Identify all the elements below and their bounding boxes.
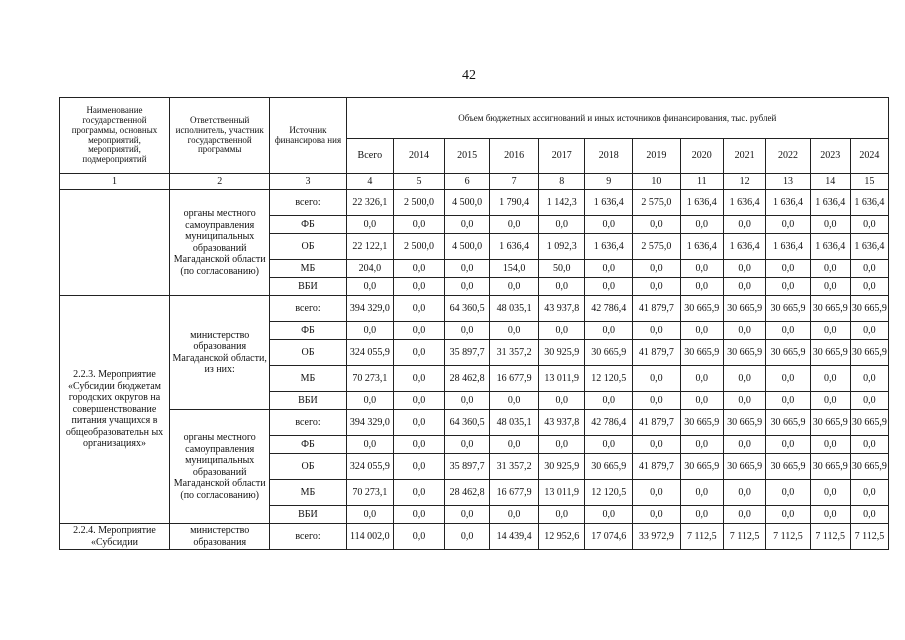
row-value: 0,0 bbox=[680, 260, 723, 278]
row-value: 0,0 bbox=[633, 366, 681, 392]
row-value: 30 665,9 bbox=[810, 296, 850, 322]
row-value: 30 665,9 bbox=[850, 454, 888, 480]
column-number: 15 bbox=[850, 174, 888, 190]
row-total: 0,0 bbox=[346, 392, 394, 410]
row-value: 0,0 bbox=[680, 506, 723, 524]
row-value: 0,0 bbox=[633, 216, 681, 234]
row-value: 0,0 bbox=[394, 278, 445, 296]
row-value: 35 897,7 bbox=[444, 454, 489, 480]
row-total: 204,0 bbox=[346, 260, 394, 278]
header-year-2021: 2021 bbox=[723, 139, 765, 174]
row-value: 0,0 bbox=[444, 524, 489, 550]
row-source: всего: bbox=[270, 524, 346, 550]
header-year-2023: 2023 bbox=[810, 139, 850, 174]
row-total: 324 055,9 bbox=[346, 340, 394, 366]
row-value: 0,0 bbox=[810, 366, 850, 392]
executor-municipal: органы местного самоуправления муниципальных образований Магаданской области (по согласованию) bbox=[169, 190, 269, 296]
program-name-cell-empty bbox=[60, 190, 170, 296]
row-value: 7 112,5 bbox=[723, 524, 765, 550]
row-value: 154,0 bbox=[490, 260, 539, 278]
row-value: 0,0 bbox=[723, 260, 765, 278]
row-value: 0,0 bbox=[538, 436, 585, 454]
header-year-2014: 2014 bbox=[394, 139, 445, 174]
row-value: 0,0 bbox=[444, 322, 489, 340]
row-value: 4 500,0 bbox=[444, 234, 489, 260]
column-number: 10 bbox=[633, 174, 681, 190]
header-program-name: Наименование государственной программы, основных мероприятий, мероприятий, подмероприятий bbox=[60, 98, 170, 174]
row-value: 0,0 bbox=[810, 436, 850, 454]
row-value: 0,0 bbox=[394, 524, 445, 550]
row-value: 50,0 bbox=[538, 260, 585, 278]
row-total: 70 273,1 bbox=[346, 366, 394, 392]
row-value: 2 575,0 bbox=[633, 190, 681, 216]
row-value: 0,0 bbox=[490, 392, 539, 410]
row-value: 0,0 bbox=[766, 322, 810, 340]
row-total: 0,0 bbox=[346, 506, 394, 524]
column-number: 6 bbox=[444, 174, 489, 190]
row-value: 31 357,2 bbox=[490, 454, 539, 480]
row-value: 0,0 bbox=[633, 480, 681, 506]
row-value: 7 112,5 bbox=[766, 524, 810, 550]
header-year-2019: 2019 bbox=[633, 139, 681, 174]
row-value: 30 665,9 bbox=[723, 296, 765, 322]
row-value: 0,0 bbox=[680, 480, 723, 506]
row-value: 0,0 bbox=[585, 278, 633, 296]
row-value: 43 937,8 bbox=[538, 296, 585, 322]
row-value: 30 665,9 bbox=[810, 454, 850, 480]
row-value: 1 636,4 bbox=[810, 234, 850, 260]
header-executor: Ответственный исполнитель, участник государственной программы bbox=[169, 98, 269, 174]
executor-ministry: министерство образования Магаданской области, из них: bbox=[169, 296, 269, 410]
row-value: 30 665,9 bbox=[723, 410, 765, 436]
row-value: 0,0 bbox=[394, 506, 445, 524]
row-value: 30 665,9 bbox=[766, 340, 810, 366]
row-value: 1 142,3 bbox=[538, 190, 585, 216]
row-value: 12 952,6 bbox=[538, 524, 585, 550]
row-value: 64 360,5 bbox=[444, 296, 489, 322]
row-value: 1 636,4 bbox=[490, 234, 539, 260]
row-value: 1 636,4 bbox=[723, 234, 765, 260]
row-value: 4 500,0 bbox=[444, 190, 489, 216]
row-value: 30 665,9 bbox=[850, 296, 888, 322]
row-value: 1 636,4 bbox=[850, 234, 888, 260]
row-value: 0,0 bbox=[850, 322, 888, 340]
row-value: 0,0 bbox=[723, 366, 765, 392]
row-value: 7 112,5 bbox=[680, 524, 723, 550]
row-value: 1 636,4 bbox=[810, 190, 850, 216]
header-year-2015: 2015 bbox=[444, 139, 489, 174]
header-year-2022: 2022 bbox=[766, 139, 810, 174]
column-number: 12 bbox=[723, 174, 765, 190]
row-value: 0,0 bbox=[490, 436, 539, 454]
row-value: 0,0 bbox=[394, 454, 445, 480]
financing-table bbox=[59, 97, 889, 550]
row-value: 1 092,3 bbox=[538, 234, 585, 260]
row-value: 0,0 bbox=[538, 322, 585, 340]
row-value: 28 462,8 bbox=[444, 480, 489, 506]
executor-municipal: органы местного самоуправления муниципальных образований Магаданской области (по согласованию) bbox=[169, 410, 269, 524]
row-value: 0,0 bbox=[850, 480, 888, 506]
row-source: ОБ bbox=[270, 454, 346, 480]
row-source: ФБ bbox=[270, 216, 346, 234]
row-value: 0,0 bbox=[766, 480, 810, 506]
row-total: 114 002,0 bbox=[346, 524, 394, 550]
row-source: всего: bbox=[270, 296, 346, 322]
row-value: 0,0 bbox=[850, 260, 888, 278]
row-value: 0,0 bbox=[810, 260, 850, 278]
header-year-2016: 2016 bbox=[490, 139, 539, 174]
row-value: 0,0 bbox=[633, 260, 681, 278]
row-value: 0,0 bbox=[394, 322, 445, 340]
row-value: 41 879,7 bbox=[633, 340, 681, 366]
row-value: 0,0 bbox=[766, 216, 810, 234]
column-number: 2 bbox=[169, 174, 269, 190]
row-value: 28 462,8 bbox=[444, 366, 489, 392]
row-value: 0,0 bbox=[585, 436, 633, 454]
column-number: 7 bbox=[490, 174, 539, 190]
row-value: 0,0 bbox=[444, 392, 489, 410]
row-value: 0,0 bbox=[444, 260, 489, 278]
row-value: 0,0 bbox=[585, 260, 633, 278]
row-value: 0,0 bbox=[766, 436, 810, 454]
row-value: 0,0 bbox=[394, 216, 445, 234]
row-value: 0,0 bbox=[633, 506, 681, 524]
column-number: 11 bbox=[680, 174, 723, 190]
row-source: всего: bbox=[270, 410, 346, 436]
row-value: 2 500,0 bbox=[394, 190, 445, 216]
row-value: 1 636,4 bbox=[680, 190, 723, 216]
row-value: 0,0 bbox=[850, 366, 888, 392]
row-value: 42 786,4 bbox=[585, 296, 633, 322]
row-value: 0,0 bbox=[585, 322, 633, 340]
row-value: 0,0 bbox=[680, 392, 723, 410]
row-total: 0,0 bbox=[346, 322, 394, 340]
header-total: Всего bbox=[346, 139, 394, 174]
row-value: 0,0 bbox=[394, 296, 445, 322]
row-value: 0,0 bbox=[766, 366, 810, 392]
row-value: 30 665,9 bbox=[585, 340, 633, 366]
row-source: МБ bbox=[270, 260, 346, 278]
header-year-2018: 2018 bbox=[585, 139, 633, 174]
row-value: 30 665,9 bbox=[850, 340, 888, 366]
row-value: 30 925,9 bbox=[538, 454, 585, 480]
page-number: 42 bbox=[462, 68, 476, 83]
row-value: 0,0 bbox=[766, 506, 810, 524]
row-value: 0,0 bbox=[680, 216, 723, 234]
row-total: 324 055,9 bbox=[346, 454, 394, 480]
row-value: 0,0 bbox=[680, 436, 723, 454]
row-source: МБ bbox=[270, 366, 346, 392]
row-value: 0,0 bbox=[394, 260, 445, 278]
row-value: 0,0 bbox=[538, 278, 585, 296]
table-row bbox=[60, 190, 889, 216]
row-source: ОБ bbox=[270, 340, 346, 366]
row-value: 42 786,4 bbox=[585, 410, 633, 436]
row-value: 0,0 bbox=[444, 278, 489, 296]
measure-name: 2.2.3. Мероприятие «Субсидии бюджетам городских округов на совершенствование питания учащихся в общеобразовательн ых организациях» bbox=[60, 296, 170, 524]
row-source: ВБИ bbox=[270, 392, 346, 410]
column-number: 3 bbox=[270, 174, 346, 190]
executor-ministry: министерство образования bbox=[169, 524, 269, 550]
header-year-2024: 2024 bbox=[850, 139, 888, 174]
row-total: 394 329,0 bbox=[346, 296, 394, 322]
column-number: 13 bbox=[766, 174, 810, 190]
row-value: 1 636,4 bbox=[766, 234, 810, 260]
row-value: 0,0 bbox=[850, 216, 888, 234]
row-value: 0,0 bbox=[490, 216, 539, 234]
row-value: 31 357,2 bbox=[490, 340, 539, 366]
row-value: 30 665,9 bbox=[810, 410, 850, 436]
row-value: 30 665,9 bbox=[723, 340, 765, 366]
row-value: 30 665,9 bbox=[585, 454, 633, 480]
row-value: 0,0 bbox=[810, 322, 850, 340]
row-value: 30 665,9 bbox=[680, 410, 723, 436]
row-value: 33 972,9 bbox=[633, 524, 681, 550]
row-value: 2 575,0 bbox=[633, 234, 681, 260]
row-value: 30 665,9 bbox=[810, 340, 850, 366]
row-value: 1 636,4 bbox=[585, 234, 633, 260]
row-value: 0,0 bbox=[394, 436, 445, 454]
row-value: 0,0 bbox=[810, 278, 850, 296]
row-value: 0,0 bbox=[766, 260, 810, 278]
row-total: 70 273,1 bbox=[346, 480, 394, 506]
row-value: 30 665,9 bbox=[850, 410, 888, 436]
row-value: 0,0 bbox=[394, 480, 445, 506]
row-value: 30 665,9 bbox=[680, 296, 723, 322]
measure-name: 2.2.4. Мероприятие «Субсидии bbox=[60, 524, 170, 550]
row-value: 1 636,4 bbox=[850, 190, 888, 216]
column-number: 8 bbox=[538, 174, 585, 190]
row-value: 0,0 bbox=[723, 506, 765, 524]
row-value: 0,0 bbox=[850, 506, 888, 524]
row-value: 30 665,9 bbox=[766, 454, 810, 480]
header-year-2020: 2020 bbox=[680, 139, 723, 174]
row-value: 1 636,4 bbox=[766, 190, 810, 216]
row-value: 17 074,6 bbox=[585, 524, 633, 550]
row-value: 0,0 bbox=[585, 506, 633, 524]
row-value: 0,0 bbox=[538, 506, 585, 524]
row-value: 0,0 bbox=[633, 278, 681, 296]
row-value: 1 636,4 bbox=[723, 190, 765, 216]
row-value: 48 035,1 bbox=[490, 410, 539, 436]
row-source: ВБИ bbox=[270, 506, 346, 524]
table-row bbox=[60, 524, 889, 550]
row-value: 1 790,4 bbox=[490, 190, 539, 216]
row-value: 0,0 bbox=[490, 278, 539, 296]
row-value: 13 011,9 bbox=[538, 366, 585, 392]
row-total: 0,0 bbox=[346, 278, 394, 296]
row-source: ОБ bbox=[270, 234, 346, 260]
row-value: 16 677,9 bbox=[490, 366, 539, 392]
column-number: 1 bbox=[60, 174, 170, 190]
row-value: 12 120,5 bbox=[585, 480, 633, 506]
row-value: 0,0 bbox=[538, 216, 585, 234]
row-source: ВБИ bbox=[270, 278, 346, 296]
row-value: 0,0 bbox=[766, 392, 810, 410]
row-value: 0,0 bbox=[490, 506, 539, 524]
row-value: 0,0 bbox=[394, 410, 445, 436]
column-number: 4 bbox=[346, 174, 394, 190]
row-value: 30 665,9 bbox=[766, 296, 810, 322]
table-row bbox=[60, 410, 889, 436]
row-value: 0,0 bbox=[850, 436, 888, 454]
row-value: 48 035,1 bbox=[490, 296, 539, 322]
row-value: 0,0 bbox=[633, 392, 681, 410]
row-total: 394 329,0 bbox=[346, 410, 394, 436]
row-value: 0,0 bbox=[633, 436, 681, 454]
row-value: 0,0 bbox=[680, 366, 723, 392]
row-value: 0,0 bbox=[633, 322, 681, 340]
header-year-2017: 2017 bbox=[538, 139, 585, 174]
row-value: 0,0 bbox=[538, 392, 585, 410]
row-value: 2 500,0 bbox=[394, 234, 445, 260]
row-value: 0,0 bbox=[810, 506, 850, 524]
row-value: 0,0 bbox=[394, 340, 445, 366]
row-value: 64 360,5 bbox=[444, 410, 489, 436]
row-value: 0,0 bbox=[723, 480, 765, 506]
row-value: 0,0 bbox=[723, 436, 765, 454]
row-total: 22 122,1 bbox=[346, 234, 394, 260]
row-source: ФБ bbox=[270, 436, 346, 454]
row-value: 0,0 bbox=[723, 322, 765, 340]
row-source: МБ bbox=[270, 480, 346, 506]
row-value: 35 897,7 bbox=[444, 340, 489, 366]
row-value: 0,0 bbox=[444, 436, 489, 454]
column-number: 5 bbox=[394, 174, 445, 190]
row-value: 41 879,7 bbox=[633, 454, 681, 480]
row-value: 14 439,4 bbox=[490, 524, 539, 550]
row-value: 0,0 bbox=[723, 392, 765, 410]
row-value: 0,0 bbox=[585, 392, 633, 410]
row-value: 30 925,9 bbox=[538, 340, 585, 366]
row-source: всего: bbox=[270, 190, 346, 216]
row-value: 0,0 bbox=[585, 216, 633, 234]
row-value: 12 120,5 bbox=[585, 366, 633, 392]
row-value: 0,0 bbox=[490, 322, 539, 340]
header-budget-span: Объем бюджетных ассигнований и иных источников финансирования, тыс. рублей bbox=[346, 98, 888, 139]
row-value: 0,0 bbox=[394, 366, 445, 392]
row-value: 0,0 bbox=[680, 322, 723, 340]
row-value: 0,0 bbox=[680, 278, 723, 296]
row-value: 0,0 bbox=[723, 216, 765, 234]
row-value: 1 636,4 bbox=[680, 234, 723, 260]
row-value: 0,0 bbox=[810, 392, 850, 410]
row-source: ФБ bbox=[270, 322, 346, 340]
row-value: 41 879,7 bbox=[633, 410, 681, 436]
row-value: 43 937,8 bbox=[538, 410, 585, 436]
row-value: 0,0 bbox=[444, 506, 489, 524]
row-value: 30 665,9 bbox=[680, 340, 723, 366]
row-value: 7 112,5 bbox=[810, 524, 850, 550]
row-value: 1 636,4 bbox=[585, 190, 633, 216]
row-value: 13 011,9 bbox=[538, 480, 585, 506]
row-value: 0,0 bbox=[444, 216, 489, 234]
row-total: 22 326,1 bbox=[346, 190, 394, 216]
column-number: 9 bbox=[585, 174, 633, 190]
row-value: 30 665,9 bbox=[723, 454, 765, 480]
row-value: 30 665,9 bbox=[766, 410, 810, 436]
row-value: 0,0 bbox=[766, 278, 810, 296]
row-value: 0,0 bbox=[394, 392, 445, 410]
row-value: 0,0 bbox=[723, 278, 765, 296]
row-value: 16 677,9 bbox=[490, 480, 539, 506]
table-row bbox=[60, 296, 889, 322]
row-total: 0,0 bbox=[346, 216, 394, 234]
row-value: 0,0 bbox=[850, 278, 888, 296]
column-number: 14 bbox=[810, 174, 850, 190]
row-value: 0,0 bbox=[810, 216, 850, 234]
row-value: 7 112,5 bbox=[850, 524, 888, 550]
row-total: 0,0 bbox=[346, 436, 394, 454]
row-value: 0,0 bbox=[850, 392, 888, 410]
header-source: Источник финансирова ния bbox=[270, 98, 346, 174]
row-value: 30 665,9 bbox=[680, 454, 723, 480]
row-value: 0,0 bbox=[810, 480, 850, 506]
row-value: 41 879,7 bbox=[633, 296, 681, 322]
